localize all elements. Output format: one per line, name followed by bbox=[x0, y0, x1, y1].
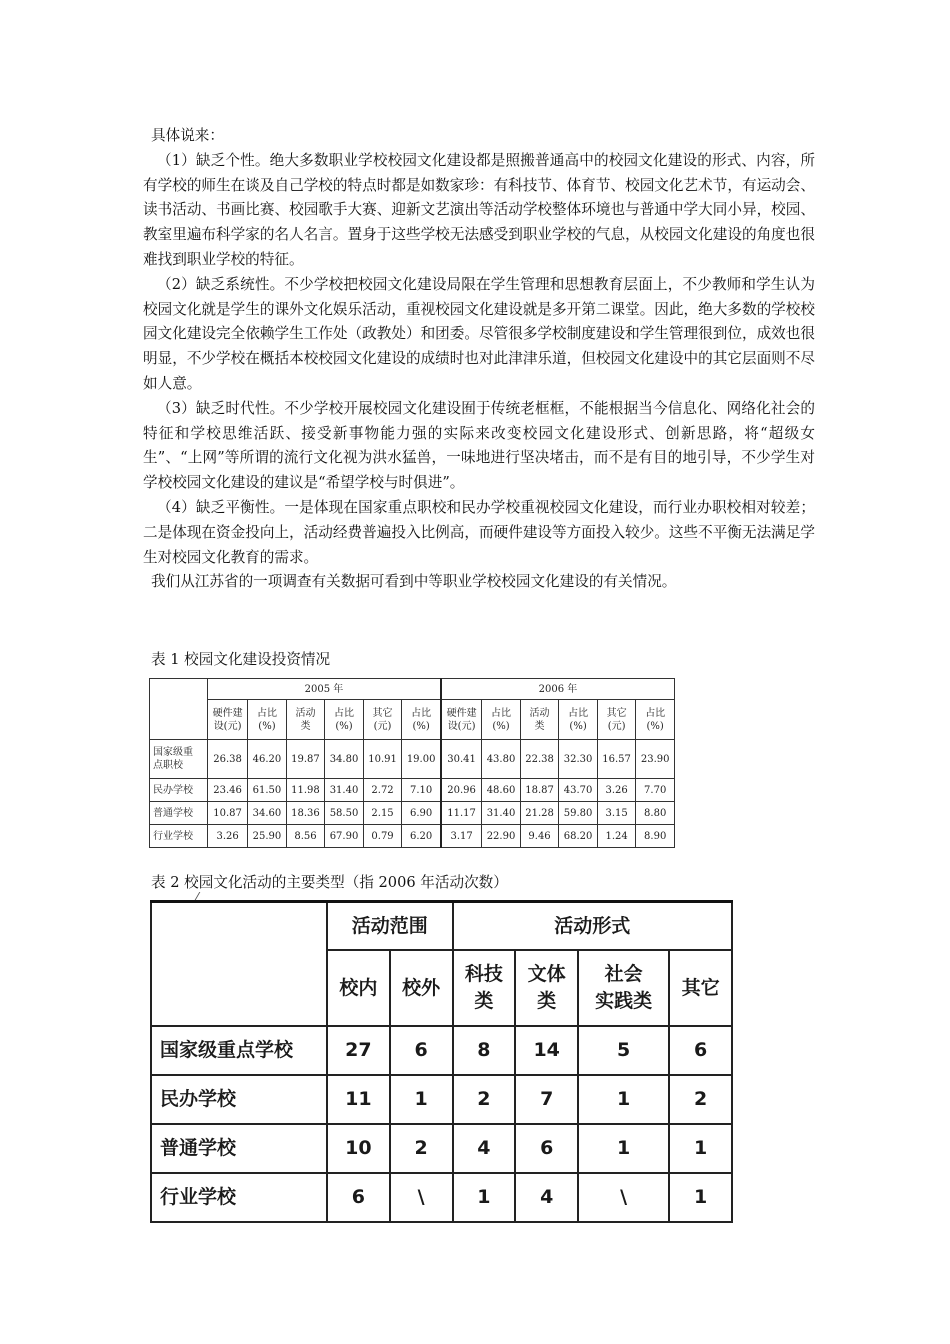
table-cell: 8.80 bbox=[636, 802, 675, 825]
table1-column-header: 硬件建 设(元) bbox=[208, 700, 248, 740]
table-cell: 43.80 bbox=[482, 740, 521, 779]
table2-column-header: 文体 类 bbox=[515, 950, 578, 1026]
table2-column-header: 科技 类 bbox=[453, 950, 516, 1026]
table-cell: 5 bbox=[578, 1026, 669, 1075]
activity-table bbox=[150, 900, 733, 1223]
table-row bbox=[150, 779, 675, 802]
table-cell: 3.26 bbox=[597, 779, 636, 802]
table-cell: 11 bbox=[327, 1075, 390, 1124]
table-cell: 2 bbox=[453, 1075, 516, 1124]
table-cell: 4 bbox=[453, 1124, 516, 1173]
table1-year-row bbox=[150, 679, 675, 700]
table-cell: 16.57 bbox=[597, 740, 636, 779]
table-cell: 68.20 bbox=[559, 825, 598, 848]
table-cell: 6 bbox=[669, 1026, 732, 1075]
table-cell: 3.26 bbox=[208, 825, 248, 848]
table-cell: 23.46 bbox=[208, 779, 248, 802]
table-cell: 43.70 bbox=[559, 779, 598, 802]
table-cell: 20.96 bbox=[441, 779, 482, 802]
table-cell: 18.36 bbox=[286, 802, 325, 825]
row-label: 国家级重 点职校 bbox=[150, 740, 208, 779]
table1-column-header: 活动 类 bbox=[520, 700, 559, 740]
table-cell: 61.50 bbox=[248, 779, 287, 802]
investment-table bbox=[149, 678, 675, 848]
table-cell: 58.50 bbox=[325, 802, 364, 825]
table-cell: 34.60 bbox=[248, 802, 287, 825]
table1-column-header: 占比 (%) bbox=[482, 700, 521, 740]
row-label: 国家级重点学校 bbox=[151, 1026, 327, 1075]
paragraph-2: （2）缺乏系统性。不少学校把校园文化建设局限在学生管理和思想教育层面上，不少教师和学生认为校园文化就是学生的课外文化娱乐活动，重视校园文化建设就是多开第二课堂。因此，绝大多数的学校校园文化建设完全依赖学生工作处（政教处）和团委。尽管很多学校制度建设和学生管理很到位，成效也很明显，不少学校在概括本校校园文化建设的成绩时也对此津津乐道，但校园文化建设中的其它层面则不尽如人意。 bbox=[143, 275, 815, 392]
table2-group-row bbox=[151, 902, 732, 951]
table2-group-header: 活动形式 bbox=[453, 902, 732, 951]
table-cell: 23.90 bbox=[636, 740, 675, 779]
table1-year-header: 2005 年 bbox=[208, 679, 441, 700]
table-row bbox=[151, 1124, 732, 1173]
table-row bbox=[151, 1026, 732, 1075]
table-cell: 46.20 bbox=[248, 740, 287, 779]
table-cell: 21.28 bbox=[520, 802, 559, 825]
table1-corner bbox=[150, 679, 208, 740]
closing-line: 我们从江苏省的一项调查有关数据可看到中等职业学校校园文化建设的有关情况。 bbox=[151, 573, 677, 591]
table-cell: 2.15 bbox=[363, 802, 402, 825]
table1-year-header: 2006 年 bbox=[441, 679, 675, 700]
table-cell: 34.80 bbox=[325, 740, 364, 779]
scan-mark bbox=[195, 892, 207, 900]
table-cell: 1 bbox=[669, 1124, 732, 1173]
table-cell: 1.24 bbox=[597, 825, 636, 848]
table-cell: 30.41 bbox=[441, 740, 482, 779]
table1-column-header-row bbox=[150, 700, 675, 740]
table-cell: 7.10 bbox=[402, 779, 441, 802]
table-cell: 48.60 bbox=[482, 779, 521, 802]
table-cell: \ bbox=[390, 1173, 453, 1222]
table-row bbox=[150, 740, 675, 779]
table-cell: 10 bbox=[327, 1124, 390, 1173]
table-cell: 6 bbox=[327, 1173, 390, 1222]
table1-column-header: 占比 (%) bbox=[325, 700, 364, 740]
row-label: 普通学校 bbox=[150, 802, 208, 825]
table1-column-header: 硬件建 设(元) bbox=[441, 700, 482, 740]
table1-caption: 表 1 校园文化建设投资情况 bbox=[151, 651, 331, 668]
table-cell: 6.20 bbox=[402, 825, 441, 848]
table-cell: 10.87 bbox=[208, 802, 248, 825]
table-cell: 32.30 bbox=[559, 740, 598, 779]
table-cell: 6 bbox=[390, 1026, 453, 1075]
table1-column-header: 占比 (%) bbox=[636, 700, 675, 740]
table-cell: 4 bbox=[515, 1173, 578, 1222]
row-label: 行业学校 bbox=[151, 1173, 327, 1222]
table-cell: 31.40 bbox=[482, 802, 521, 825]
table2-column-header: 校外 bbox=[390, 950, 453, 1026]
table-cell: 6 bbox=[515, 1124, 578, 1173]
table-cell: 27 bbox=[327, 1026, 390, 1075]
table2-corner bbox=[151, 902, 327, 1027]
row-label: 民办学校 bbox=[150, 779, 208, 802]
table-cell: 1 bbox=[453, 1173, 516, 1222]
table1-column-header: 占比 (%) bbox=[559, 700, 598, 740]
table-row bbox=[150, 802, 675, 825]
table-cell: 10.91 bbox=[363, 740, 402, 779]
paragraph-3: （3）缺乏时代性。不少学校开展校园文化建设囿于传统老框框，不能根据当今信息化、网络化社会的特征和学校思维活跃、接受新事物能力强的实际来改变校园文化建设形式、创新思路，将“超级女生”、“上网”等所谓的流行文化视为洪水猛兽，一味地进行坚决堵击，而不是有目的地引导，不少学生对学校校园文化建设的建议是“希望学校与时俱进”。 bbox=[143, 399, 815, 492]
table1-column-header: 占比 (%) bbox=[402, 700, 441, 740]
table-cell: 59.80 bbox=[559, 802, 598, 825]
table-cell: 1 bbox=[578, 1075, 669, 1124]
table-cell: 2 bbox=[390, 1124, 453, 1173]
table-cell: 11.17 bbox=[441, 802, 482, 825]
table2-column-header: 校内 bbox=[327, 950, 390, 1026]
table1-column-header: 活动 类 bbox=[286, 700, 325, 740]
table-cell: 22.38 bbox=[520, 740, 559, 779]
table-cell: 9.46 bbox=[520, 825, 559, 848]
table1-column-header: 占比 (%) bbox=[248, 700, 287, 740]
table2-column-header: 其它 bbox=[669, 950, 732, 1026]
table-cell: 26.38 bbox=[208, 740, 248, 779]
table-cell: 2.72 bbox=[363, 779, 402, 802]
table-cell: 2 bbox=[669, 1075, 732, 1124]
table1-column-header: 其它 (元) bbox=[597, 700, 636, 740]
table-cell: 1 bbox=[578, 1124, 669, 1173]
table-cell: 19.87 bbox=[286, 740, 325, 779]
table-cell: 67.90 bbox=[325, 825, 364, 848]
table-cell: 19.00 bbox=[402, 740, 441, 779]
table-cell: 3.15 bbox=[597, 802, 636, 825]
table2-column-header: 社会 实践类 bbox=[578, 950, 669, 1026]
table-cell: 11.98 bbox=[286, 779, 325, 802]
table1-column-header: 其它 (元) bbox=[363, 700, 402, 740]
table-cell: 8.90 bbox=[636, 825, 675, 848]
table-cell: 1 bbox=[390, 1075, 453, 1124]
row-label: 行业学校 bbox=[150, 825, 208, 848]
table-cell: 22.90 bbox=[482, 825, 521, 848]
table-row bbox=[151, 1075, 732, 1124]
intro-line: 具体说来： bbox=[151, 127, 224, 144]
table-row bbox=[151, 1173, 732, 1222]
table-cell: 7 bbox=[515, 1075, 578, 1124]
table-cell: 18.87 bbox=[520, 779, 559, 802]
row-label: 普通学校 bbox=[151, 1124, 327, 1173]
table-row bbox=[150, 825, 675, 848]
table-cell: 14 bbox=[515, 1026, 578, 1075]
table-cell: 31.40 bbox=[325, 779, 364, 802]
table-cell: 3.17 bbox=[441, 825, 482, 848]
paragraph-4: （4）缺乏平衡性。一是体现在国家重点职校和民办学校重视校园文化建设，而行业办职校相对较差；二是体现在资金投向上，活动经费普遍投入比例高，而硬件建设等方面投入较少。这些不平衡无法满足学生对校园文化教育的需求。 bbox=[143, 498, 815, 566]
table2-caption: 表 2 校园文化活动的主要类型（指 2006 年活动次数） bbox=[151, 874, 508, 891]
table-cell: 1 bbox=[669, 1173, 732, 1222]
table-cell: 8.56 bbox=[286, 825, 325, 848]
table-cell: 6.90 bbox=[402, 802, 441, 825]
table-cell: 25.90 bbox=[248, 825, 287, 848]
row-label: 民办学校 bbox=[151, 1075, 327, 1124]
paragraph-1: （1）缺乏个性。绝大多数职业学校校园文化建设都是照搬普通高中的校园文化建设的形式、内容，所有学校的师生在谈及自己学校的特点时都是如数家珍：有科技节、体育节、校园文化艺术节，有运动会、读书活动、书画比赛、校园歌手大赛、迎新文艺演出等活动学校整体环境也与普通中学大同小异，校园、教室里遍布科学家的名人名言。置身于这些学校无法感受到职业学校的气息，从校园文化建设的角度也很难找到职业学校的特征。 bbox=[143, 151, 815, 268]
table-cell: 0.79 bbox=[363, 825, 402, 848]
table2-group-header: 活动范围 bbox=[327, 902, 453, 951]
body-text bbox=[143, 124, 815, 595]
table-cell: 7.70 bbox=[636, 779, 675, 802]
table-cell: 8 bbox=[453, 1026, 516, 1075]
table-cell: \ bbox=[578, 1173, 669, 1222]
